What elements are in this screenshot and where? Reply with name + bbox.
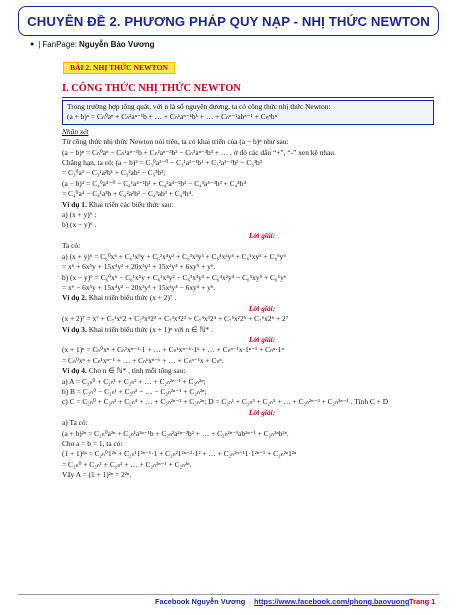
solution-line: = x⁶ + 6x⁵y + 15x⁴y² + 20x³y³ + 15x²y⁴ + 6xy⁵ + y⁶. <box>62 262 216 272</box>
solution-heading: Lời giải: <box>248 230 276 240</box>
footer-facebook: Facebook Nguyễn Vương <box>155 597 246 606</box>
solution-line: Cho a = b = 1, ta có: <box>62 439 123 448</box>
remark-line: Từ công thức nhị thức Newton nói trên, ta có khai triển của (a − b)ⁿ như sau: <box>62 137 289 147</box>
footer-facebook-link[interactable]: https://www.facebook.com/phong.baovuong <box>254 597 410 606</box>
definition-formula: (a + b)ⁿ = Cₙ⁰aⁿ + Cₙ¹aⁿ⁻¹b + … + Cₙᵏaⁿ⁻ᵏbᵏ + … + Cₙⁿ⁻¹abⁿ⁻¹ + Cₙⁿbⁿ <box>67 112 277 122</box>
bullet-icon: ● <box>30 41 35 48</box>
page-footer <box>0 597 457 609</box>
example-4-part-a: a) A = C₂ₙ⁰ + C₂ₙ¹ + C₂ₙ² + … + C₂ₙ²ⁿ⁻¹ + C₂ₙ²ⁿ; <box>62 376 206 386</box>
solution-line: = C₂ₙ⁰ + C₂ₙ¹ + C₂ₙ² + … + C₂ₙ²ⁿ⁻¹ + C₂ₙ²ⁿ. <box>62 459 192 469</box>
remark-title: Nhận xét <box>62 126 89 136</box>
solution-line: a) (x + y)⁶ = C₆⁰x⁶ + C₆¹x⁵y + C₆²x⁴y² + C₆³x³y³ + C₆⁴x²y⁴ + C₆⁵xy⁵ + C₆⁶y⁶ <box>62 251 286 261</box>
example-3-label: Ví dụ 3. <box>62 324 87 334</box>
example-1-label: Ví dụ 1. <box>62 199 87 209</box>
example-3-text: Khai triển biểu thức (x + 1)ⁿ với n ∈ ℕ* . <box>86 324 213 334</box>
fanpage-label: FanPage: <box>42 40 78 49</box>
lesson-tag: BÀI 2. NHỊ THỨC NEWTON <box>63 62 175 74</box>
solution-line: (1 + 1)²ⁿ = C₂ₙ⁰1²ⁿ + C₂ₙ¹1²ⁿ⁻¹·1 + C₂ₙ²1²ⁿ⁻²·1² + … + C₂ₙ²ⁿ⁻¹1·1²ⁿ⁻¹ + C₂ₙ²ⁿ1²ⁿ <box>62 449 297 459</box>
example-4-question <box>62 366 432 376</box>
page-number: Trang 1 <box>409 597 436 606</box>
example-4-text: Cho n ∈ ℕ* , tính mỗi tổng sau: <box>86 366 186 376</box>
remark-line: (a − b)ⁿ = Cₙ⁰aⁿ − Cₙ¹aⁿ⁻¹b + Cₙ²aⁿ⁻²b² − Cₙ³aⁿ⁻³b³ + … , ở đó các dấu “+”, “-” xen kẽ nhau. <box>62 147 336 157</box>
solution-line: (x + 1)ⁿ = Cₙ⁰xⁿ + Cₙ¹xⁿ⁻¹·1 + … + Cₙᵏxⁿ⁻ᵏ·1ᵏ + … + Cₙⁿ⁻¹x·1ⁿ⁻¹ + Cₙⁿ·1ⁿ <box>62 345 284 355</box>
solution-line: Ta có: <box>62 241 81 251</box>
example-4-part-b: b) B = C₂ₙ⁰ − C₂ₙ¹ + C₂ₙ² − … − C₂ₙ²ⁿ⁻¹ + C₂ₙ²ⁿ; <box>62 386 207 396</box>
solution-line: a) Ta có: <box>62 418 88 428</box>
remark-line: Chẳng hạn, ta có: (a − b)³ = C₃⁰a³⁻⁰ − C₃¹a³⁻¹b¹ + C₃²a³⁻²b² − C₃³b³ <box>62 158 262 168</box>
chapter-title: CHUYÊN ĐỀ 2. PHƯƠNG PHÁP QUY NẠP - NHỊ THỨC NEWTON <box>27 13 430 29</box>
footer-divider <box>18 594 439 595</box>
example-1-text: Khai triển các biểu thức sau: <box>86 199 174 209</box>
example-2-question <box>62 293 432 303</box>
solution-line: Vậy A = (1 + 1)²ⁿ = 2²ⁿ. <box>62 470 132 480</box>
solution-line: = x⁶ − 6x⁵y + 15x⁴y² − 20x³y³ + 15x²y⁴ − 6xy⁵ + y⁶. <box>62 282 216 292</box>
solution-line: (x + 2)⁷ = x⁷ + C₇¹x⁶2 + C₇²x⁵2² + C₇³x⁴2³ + C₇⁴x³2⁴ + C₇⁵x²2⁵ + C₇⁶x2⁶ + 2⁷ <box>62 314 289 324</box>
remark-line: (a − b)⁴ = C₄⁰a⁴⁻⁰ − C₄¹a⁴⁻¹b¹ + C₄²a⁴⁻²b² − C₄³a⁴⁻³b³ + C₄⁴b⁴ <box>62 178 247 188</box>
example-2-label: Ví dụ 2. <box>62 293 87 303</box>
remark-line: = C₃⁰a³ − C₃¹a²b¹ + C₃²ab² − C₃³b³; <box>62 168 166 178</box>
solution-line: (a + b)²ⁿ = C₂ₙ⁰a²ⁿ + C₂ₙ¹a²ⁿ⁻¹b + C₂ₙ²a²ⁿ⁻²b² + … + C₂ₙ²ⁿ⁻¹ab²ⁿ⁻¹ + C₂ₙ²ⁿb²ⁿ. <box>62 428 289 438</box>
author-name: Nguyễn Bảo Vương <box>79 40 155 49</box>
document-body <box>62 62 432 481</box>
definition-box <box>62 100 434 125</box>
remark-line: = C₄⁰a⁴ − C₄¹a³b + C₄²a²b² − C₄³ab³ + C₄⁴b⁴. <box>62 189 193 199</box>
chapter-header <box>18 6 439 36</box>
separator-icon: | <box>38 40 41 49</box>
example-3-question <box>62 325 432 335</box>
fanpage-line <box>30 40 155 49</box>
example-4-label: Ví dụ 4. <box>62 366 87 376</box>
section-title: I. CÔNG THỨC NHỊ THỨC NEWTON <box>62 82 434 98</box>
example-1-part-b: b) (x − y)⁶ . <box>62 220 97 230</box>
example-4-part-c: c) C = C₂ₙ⁰ + C₂ₙ² + C₂ₙ⁴ + … + C₂ₙ²ⁿ⁻² + C₂ₙ²ⁿ; D = C₂ₙ¹ + C₂ₙ³ + C₂ₙ⁵ + … + C₂ₙ²ⁿ⁻³ + C₂ₙ²ⁿ⁻¹ . Tính C + D <box>62 397 389 407</box>
example-1-part-a: a) (x + y)⁶ ; <box>62 210 97 220</box>
solution-heading: Lời giải: <box>248 407 276 417</box>
example-2-text: Khai triển biểu thức (x + 2)⁷ . <box>86 293 177 303</box>
solution-heading: Lời giải: <box>248 334 276 344</box>
example-1-question <box>62 200 432 210</box>
definition-line-1: Trong trường hợp tổng quát, với n là số nguyên dương, ta có công thức nhị thức Newton: <box>67 102 331 111</box>
solution-heading: Lời giải: <box>248 303 276 313</box>
solution-line: b) (x − y)⁶ = C₆⁰x⁶ − C₆¹x⁵y + C₆²x⁴y² − C₆³x³y³ + C₆⁴x²y⁴ − C₆⁵xy⁵ + C₆⁶y⁶ <box>62 272 287 282</box>
solution-line: = Cₙ⁰xⁿ + Cₙ¹xⁿ⁻¹ + … + Cₙᵏxⁿ⁻ᵏ + … + Cₙⁿ⁻¹x + Cₙⁿ. <box>62 355 224 365</box>
